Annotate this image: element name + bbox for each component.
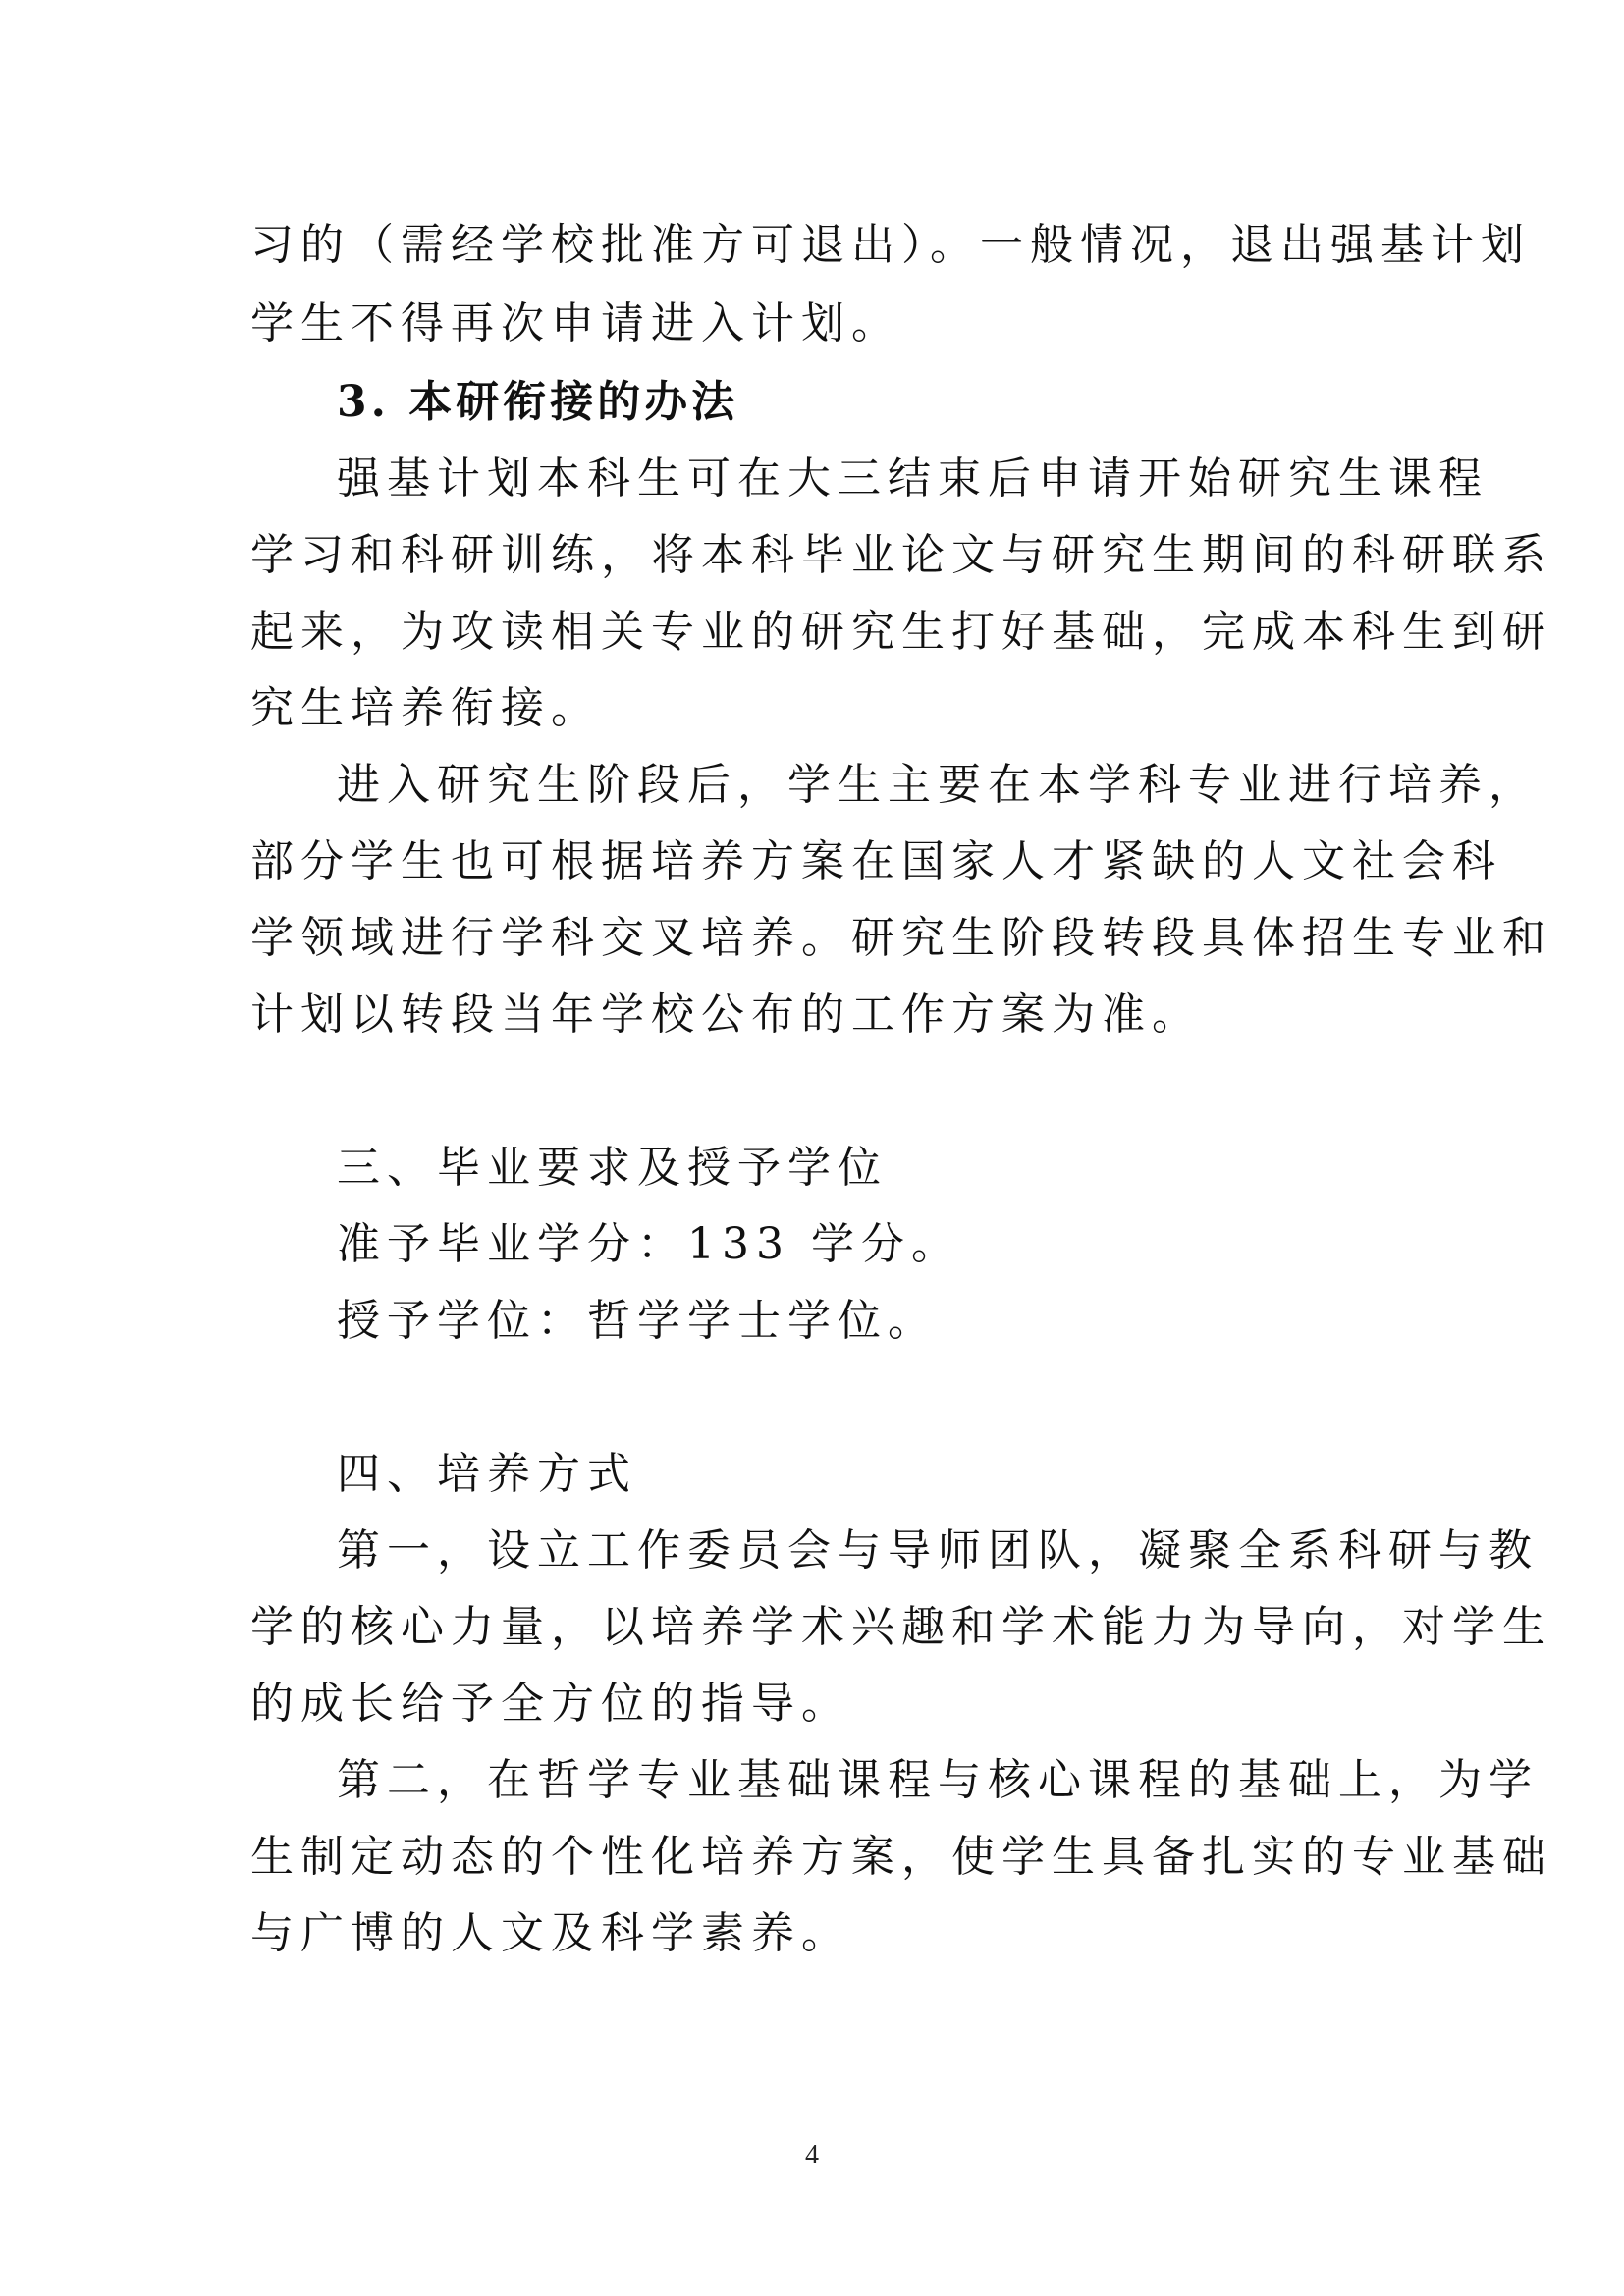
text-line: 的成长给予全方位的指导。 [250,1679,851,1729]
text-line: 起来，为攻读相关专业的研究生打好基础，完成本科生到研 [250,607,1552,657]
text-line: 计划以转段当年学校公布的工作方案为准。 [250,989,1202,1040]
text-line: 授予学位：哲学学士学位。 [337,1296,938,1346]
text-line: 强基计划本科生可在大三结束后申请开始研究生课程 [337,454,1489,504]
text-line: 学的核心力量，以培养学术兴趣和学术能力为导向，对学生 [250,1602,1552,1652]
text-line: 与广博的人文及科学素养。 [250,1908,851,1958]
text-line: 进入研究生阶段后，学生主要在本学科专业进行培养， [337,760,1539,810]
section-heading: 三、毕业要求及授予学位 [337,1143,888,1193]
text-line: 习的（需经学校批准方可退出）。一般情况，退出强基计划 [250,220,1531,270]
text-line: 究生培养衔接。 [250,683,601,733]
text-line: 学领域进行学科交叉培养。研究生阶段转段具体招生专业和 [250,913,1552,963]
text-line: 学生不得再次申请进入计划。 [250,298,901,348]
text-line: 准予毕业学分：133 学分。 [337,1219,961,1269]
subsection-heading: 3. 本研衔接的办法 [337,377,739,427]
text-line: 部分学生也可根据培养方案在国家人才紧缺的人文社会科 [250,836,1502,886]
section-heading: 四、培养方式 [337,1449,637,1499]
page-number: 4 [805,2140,819,2170]
text-line: 学习和科研训练，将本科毕业论文与研究生期间的科研联系 [250,530,1552,580]
text-line: 第一，设立工作委员会与导师团队，凝聚全系科研与教 [337,1525,1539,1575]
text-line: 第二，在哲学专业基础课程与核心课程的基础上，为学 [337,1755,1539,1805]
text-line: 生制定动态的个性化培养方案，使学生具备扎实的专业基础 [250,1832,1552,1882]
